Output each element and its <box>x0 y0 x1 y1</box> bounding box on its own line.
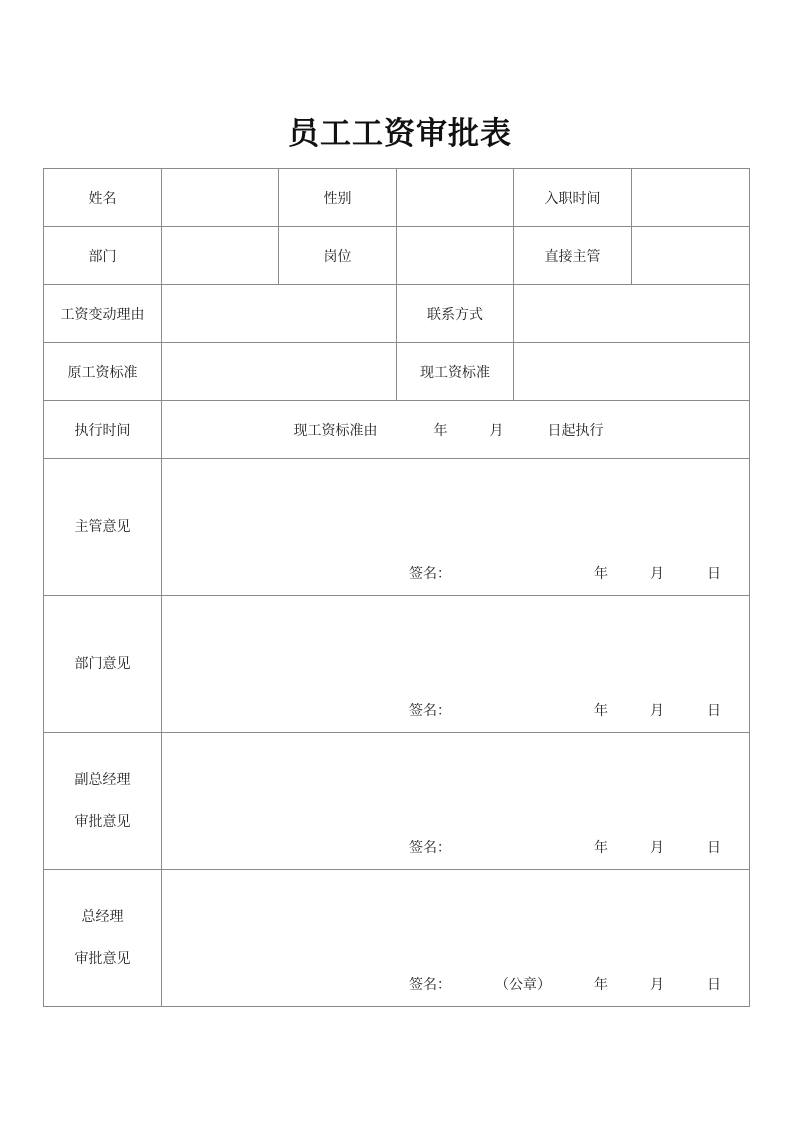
label-old-standard: 原工资标准 <box>44 343 162 401</box>
signature-line <box>162 837 749 857</box>
signature-line <box>162 700 749 720</box>
signature-label: 签名： <box>409 977 451 993</box>
field-vp-opinion[interactable] <box>162 733 750 870</box>
field-new-standard[interactable] <box>514 343 750 401</box>
field-department-opinion[interactable] <box>162 596 750 733</box>
sign-year-label: 年 <box>594 566 608 582</box>
signature-label: 签名： <box>409 840 451 856</box>
row-supervisor-opinion <box>44 459 750 596</box>
field-hire-date[interactable] <box>632 169 750 227</box>
page-title: 员工工资审批表 <box>288 116 512 152</box>
label-new-standard: 现工资标准 <box>397 343 514 401</box>
row-basic-info <box>44 169 750 227</box>
label-gm-opinion <box>44 870 162 1007</box>
field-department[interactable] <box>162 227 279 285</box>
sign-day-label: 日 <box>707 977 721 993</box>
execution-suffix: 日起执行 <box>547 422 604 439</box>
label-gender: 性别 <box>279 169 397 227</box>
field-contact[interactable] <box>514 285 750 343</box>
field-gender[interactable] <box>397 169 514 227</box>
sign-day-label: 日 <box>707 566 721 582</box>
field-gm-opinion[interactable] <box>162 870 750 1007</box>
label-position: 岗位 <box>279 227 397 285</box>
label-department: 部门 <box>44 227 162 285</box>
sign-month-label: 月 <box>650 977 664 993</box>
sign-month-label: 月 <box>650 840 664 856</box>
field-execution-time[interactable] <box>162 401 750 459</box>
label-department-opinion <box>44 596 162 733</box>
execution-year-label: 年 <box>433 422 448 439</box>
field-name[interactable] <box>162 169 279 227</box>
opinion-label-line1: 部门意见 <box>74 656 131 672</box>
sign-day-label: 日 <box>707 703 721 719</box>
label-change-reason: 工资变动理由 <box>44 285 162 343</box>
execution-date-text <box>162 420 749 440</box>
label-hire-date: 入职时间 <box>514 169 632 227</box>
field-supervisor-opinion[interactable] <box>162 459 750 596</box>
opinion-label-line1: 副总经理 <box>74 772 131 788</box>
opinion-label-line2: 审批意见 <box>74 814 131 830</box>
field-supervisor[interactable] <box>632 227 750 285</box>
opinion-label-line1: 总经理 <box>81 909 124 925</box>
sign-month-label: 月 <box>650 566 664 582</box>
signature-line <box>162 974 749 994</box>
opinion-label-line1: 主管意见 <box>74 519 131 535</box>
sign-year-label: 年 <box>594 840 608 856</box>
signature-label: 签名： <box>409 566 451 582</box>
row-department-opinion <box>44 596 750 733</box>
label-contact: 联系方式 <box>397 285 514 343</box>
sign-year-label: 年 <box>594 977 608 993</box>
row-salary-standard <box>44 343 750 401</box>
signature-line <box>162 563 749 583</box>
sign-year-label: 年 <box>594 703 608 719</box>
row-reason <box>44 285 750 343</box>
label-name: 姓名 <box>44 169 162 227</box>
row-department-info <box>44 227 750 285</box>
label-supervisor-opinion <box>44 459 162 596</box>
row-gm-opinion <box>44 870 750 1007</box>
approval-form-table <box>43 168 750 1007</box>
label-supervisor: 直接主管 <box>514 227 632 285</box>
row-vp-opinion <box>44 733 750 870</box>
sign-month-label: 月 <box>650 703 664 719</box>
field-change-reason[interactable] <box>162 285 397 343</box>
official-seal-label: （公章） <box>495 977 551 993</box>
sign-day-label: 日 <box>707 840 721 856</box>
execution-prefix: 现工资标准由 <box>293 422 378 439</box>
opinion-label-line2: 审批意见 <box>74 951 131 967</box>
label-vp-opinion <box>44 733 162 870</box>
row-execution-time <box>44 401 750 459</box>
execution-month-label: 月 <box>489 422 504 439</box>
label-execution-time: 执行时间 <box>44 401 162 459</box>
signature-label: 签名： <box>409 703 451 719</box>
field-position[interactable] <box>397 227 514 285</box>
field-old-standard[interactable] <box>162 343 397 401</box>
